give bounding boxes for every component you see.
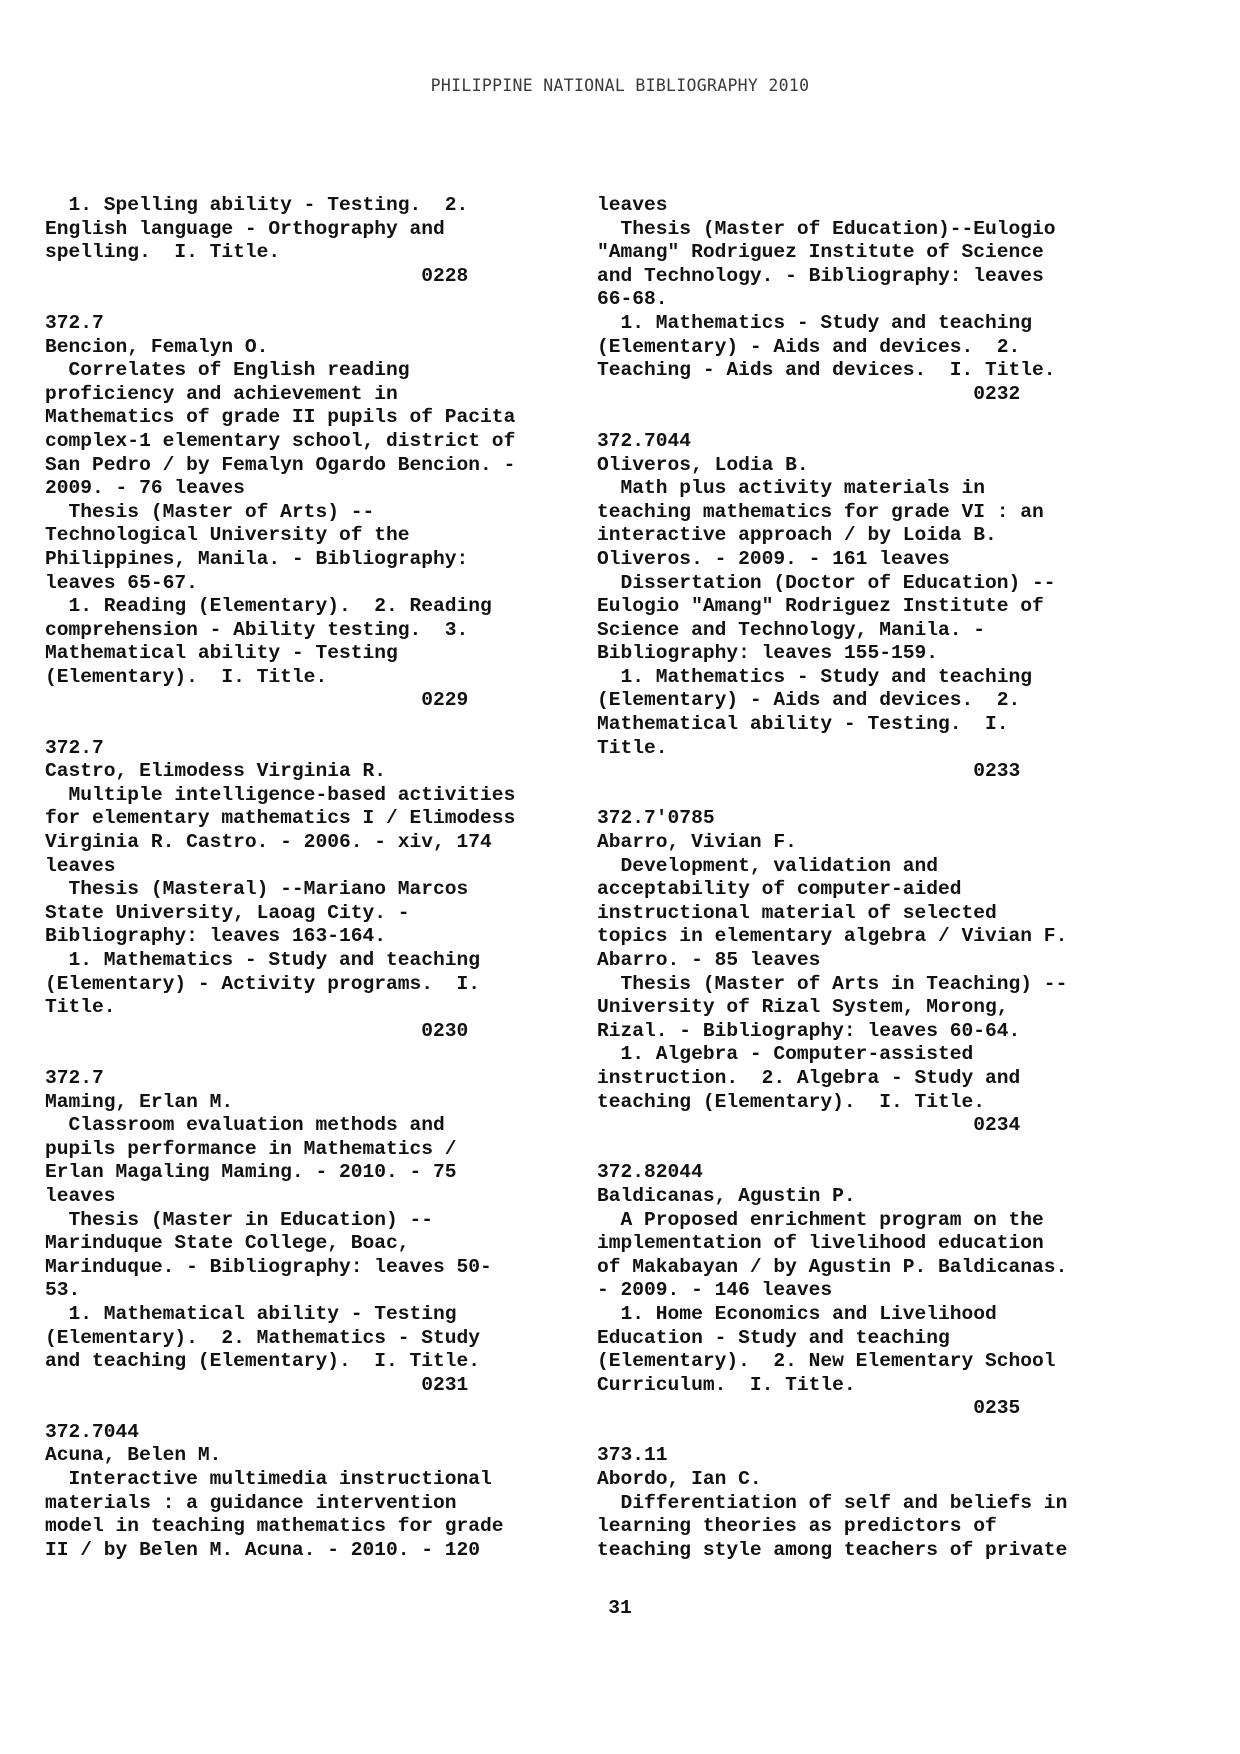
text-line: Interactive multimedia instructional (45, 1468, 492, 1491)
entry-spacer (45, 1397, 555, 1421)
text-line: acceptability of computer-aided (597, 878, 962, 901)
text-line: Correlates of English reading (45, 359, 410, 382)
text-line: (Elementary) - Activity programs. I. (45, 972, 481, 995)
text-line: Multiple intelligence-based activities (45, 783, 516, 806)
text-line: model in teaching mathematics for grade (45, 1515, 504, 1538)
text-line: 0235 (597, 1397, 1021, 1420)
text-line: Curriculum. I. Title. (597, 1373, 856, 1396)
text-line: topics in elementary algebra / Vivian F. (597, 925, 1068, 948)
text-line: - 2009. - 146 leaves (597, 1279, 833, 1302)
text-line: English language - Orthography and (45, 217, 445, 240)
text-line: Erlan Magaling Maming. - 2010. - 75 (45, 1161, 457, 1184)
text-line: 0230 (45, 1019, 469, 1042)
text-line: 372.7 (45, 311, 104, 334)
text-line: Technological University of the (45, 524, 410, 547)
entry-spacer (597, 1421, 1107, 1445)
text-line: Differentiation of self and beliefs in (597, 1491, 1068, 1514)
text-line: Rizal. - Bibliography: leaves 60-64. (597, 1019, 1021, 1042)
page-number: 31 (608, 1597, 632, 1619)
text-line: Abordo, Ian C. (597, 1468, 762, 1491)
text-line: 0231 (45, 1373, 469, 1396)
text-line: (Elementary) - Aids and devices. 2. (597, 689, 1021, 712)
entry-spacer (597, 1138, 1107, 1162)
text-line: spelling. I. Title. (45, 241, 281, 264)
text-line: 0234 (597, 1114, 1021, 1137)
text-line: proficiency and achievement in (45, 382, 398, 405)
text-line: "Amang" Rodriguez Institute of Science (597, 241, 1044, 264)
left-column (45, 194, 555, 1562)
text-line: comprehension - Ability testing. 3. (45, 618, 469, 641)
entry-spacer (597, 784, 1107, 808)
text-line: implementation of livelihood education (597, 1232, 1044, 1255)
text-line: 372.7'0785 (597, 807, 715, 830)
text-line: Teaching - Aids and devices. I. Title. (597, 359, 1056, 382)
text-line: Thesis (Master of Arts in Teaching) -- (597, 972, 1068, 995)
text-line: instructional material of selected (597, 901, 997, 924)
text-line: Marinduque State College, Boac, (45, 1232, 410, 1255)
text-line: (Elementary). I. Title. (45, 665, 328, 688)
text-line: Title. (45, 996, 116, 1019)
text-line: Classroom evaluation methods and (45, 1114, 445, 1137)
running-header: PHILIPPINE NATIONAL BIBLIOGRAPHY 2010 (430, 76, 810, 95)
text-line: complex-1 elementary school, district of (45, 429, 516, 452)
text-line: San Pedro / by Femalyn Ogardo Bencion. - (45, 453, 516, 476)
text-line: Baldicanas, Agustin P. (597, 1184, 856, 1207)
text-line: Thesis (Master of Arts) -- (45, 500, 375, 523)
text-line: Thesis (Master in Education) -- (45, 1208, 434, 1231)
text-line: of Makabayan / by Agustin P. Baldicanas. (597, 1255, 1068, 1278)
text-line: II / by Belen M. Acuna. - 2010. - 120 (45, 1538, 481, 1561)
text-line: (Elementary). 2. Mathematics - Study (45, 1326, 481, 1349)
text-line: leaves (597, 194, 668, 216)
text-line: and teaching (Elementary). I. Title. (45, 1350, 481, 1373)
text-line: 373.11 (597, 1444, 668, 1467)
text-line: leaves (45, 854, 116, 877)
text-line: teaching (Elementary). I. Title. (597, 1090, 986, 1113)
text-line: teaching mathematics for grade VI : an (597, 500, 1044, 523)
text-line: Mathematical ability - Testing (45, 642, 398, 665)
text-line: 0229 (45, 689, 469, 712)
text-line: 1. Mathematics - Study and teaching (597, 311, 1033, 334)
text-line: Bencion, Femalyn O. (45, 335, 269, 358)
text-line: for elementary mathematics I / Elimodess (45, 807, 516, 830)
text-line: leaves (45, 1184, 116, 1207)
text-line: pupils performance in Mathematics / (45, 1137, 457, 1160)
text-line: Dissertation (Doctor of Education) -- (597, 571, 1056, 594)
text-line: Castro, Elimodess Virginia R. (45, 760, 386, 783)
text-line: 1. Algebra - Computer-assisted (597, 1043, 974, 1066)
text-line: Mathematics of grade II pupils of Pacita (45, 406, 516, 429)
text-line: instruction. 2. Algebra - Study and (597, 1066, 1021, 1089)
text-line: 1. Reading (Elementary). 2. Reading (45, 595, 492, 618)
text-line: learning theories as predictors of (597, 1515, 997, 1538)
text-line: and Technology. - Bibliography: leaves (597, 264, 1044, 287)
text-line: Science and Technology, Manila. - (597, 618, 986, 641)
text-line: Bibliography: leaves 155-159. (597, 642, 938, 665)
text-line: 1. Home Economics and Livelihood (597, 1302, 997, 1325)
text-line: Oliveros, Lodia B. (597, 453, 809, 476)
text-line: 1. Spelling ability - Testing. 2. (45, 194, 469, 216)
text-line: Mathematical ability - Testing. I. (597, 713, 1009, 736)
text-line: 66-68. (597, 288, 668, 311)
text-line: Bibliography: leaves 163-164. (45, 925, 386, 948)
text-line: Title. (597, 736, 668, 759)
text-line: Education - Study and teaching (597, 1326, 950, 1349)
entry-spacer (45, 713, 555, 737)
text-line: Development, validation and (597, 854, 938, 877)
right-column (597, 194, 1107, 1562)
text-line: teaching style among teachers of private (597, 1538, 1068, 1561)
text-line: 0233 (597, 760, 1021, 783)
entry-spacer (597, 406, 1107, 430)
text-line: Philippines, Manila. - Bibliography: (45, 547, 469, 570)
text-line: Abarro. - 85 leaves (597, 949, 821, 971)
text-line: Marinduque. - Bibliography: leaves 50- (45, 1255, 492, 1278)
text-line: (Elementary) - Aids and devices. 2. (597, 335, 1021, 358)
text-line: 372.7044 (597, 429, 692, 452)
text-line: 1. Mathematics - Study and teaching (597, 665, 1033, 688)
text-line: 0232 (597, 382, 1021, 405)
text-line: 372.7044 (45, 1420, 140, 1443)
text-line: Virginia R. Castro. - 2006. - xiv, 174 (45, 831, 492, 854)
entry-spacer (45, 1043, 555, 1067)
text-line: Abarro, Vivian F. (597, 831, 797, 854)
text-line: 0228 (45, 264, 469, 287)
text-line: State University, Laoag City. - (45, 901, 410, 924)
text-line: interactive approach / by Loida B. (597, 524, 997, 547)
text-line: 372.7 (45, 1066, 104, 1089)
text-line: A Proposed enrichment program on the (597, 1208, 1044, 1231)
text-line: 372.7 (45, 736, 104, 759)
text-line: Thesis (Masteral) --Mariano Marcos (45, 878, 469, 901)
text-line: 1. Mathematics - Study and teaching (45, 949, 481, 971)
text-line: 2009. - 76 leaves (45, 477, 245, 500)
text-line: Maming, Erlan M. (45, 1090, 234, 1113)
text-line: Acuna, Belen M. (45, 1444, 222, 1467)
text-line: (Elementary). 2. New Elementary School (597, 1350, 1056, 1373)
text-line: 1. Mathematical ability - Testing (45, 1302, 457, 1325)
entry-spacer (45, 288, 555, 312)
text-line: Math plus activity materials in (597, 477, 986, 500)
text-line: materials : a guidance intervention (45, 1491, 457, 1514)
text-line: Thesis (Master of Education)--Eulogio (597, 217, 1056, 240)
text-line: Oliveros. - 2009. - 161 leaves (597, 547, 950, 570)
text-line: Eulogio "Amang" Rodriguez Institute of (597, 595, 1044, 618)
text-line: 372.82044 (597, 1161, 703, 1184)
text-line: University of Rizal System, Morong, (597, 996, 1009, 1019)
text-line: leaves 65-67. (45, 571, 198, 594)
text-line: 53. (45, 1279, 81, 1302)
